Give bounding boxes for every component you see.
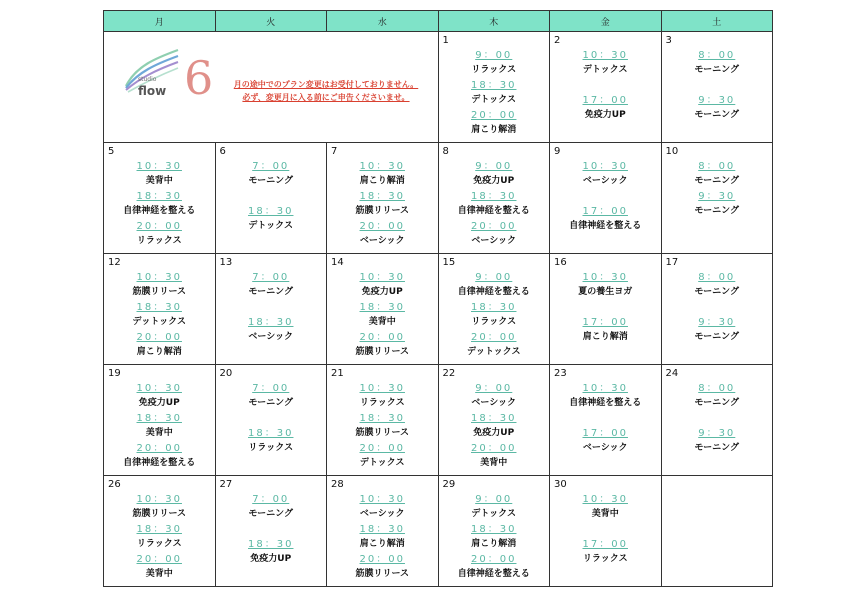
class-list [662, 381, 773, 456]
class-time-link[interactable]: 20：00 [136, 554, 182, 565]
day-number: 10 [665, 146, 679, 157]
class-name: モーニング [694, 65, 739, 75]
week-row [104, 476, 773, 587]
class-name: 免疫力UP [250, 554, 292, 564]
class-name: 美背中 [145, 428, 173, 438]
class-time-link[interactable]: 8：00 [698, 161, 736, 172]
class-name: モーニング [694, 110, 739, 120]
class-time-link[interactable]: 10：30 [582, 272, 628, 283]
day-number: 24 [665, 368, 679, 379]
class-list [216, 492, 327, 567]
class-name: 免疫力UP [473, 428, 515, 438]
class-time-link[interactable]: 17：00 [582, 539, 628, 550]
day-number: 30 [554, 479, 567, 490]
month-number: 6 [184, 51, 214, 105]
class-name: 免疫力UP [138, 398, 180, 408]
day-number: 19 [108, 368, 121, 379]
class-time-link[interactable]: 20：00 [471, 554, 517, 565]
class-list [550, 492, 661, 567]
class-name: リラックス [136, 236, 182, 246]
spacer [550, 300, 661, 315]
day-cell [327, 143, 439, 254]
day-cell [327, 476, 439, 587]
class-time-link[interactable]: 17：00 [582, 317, 628, 328]
day-number: 9 [554, 146, 561, 157]
class-name: リラックス [359, 398, 405, 408]
class-name: 自律神経を整える [457, 287, 530, 297]
weekday-thu: 木 [438, 11, 550, 32]
weekday-sat: 土 [661, 11, 773, 32]
class-list [550, 159, 661, 234]
month-header-cell [104, 32, 439, 143]
class-time-link[interactable]: 10：30 [359, 161, 405, 172]
class-list [439, 270, 550, 360]
day-number: 3 [665, 35, 672, 46]
class-time-link[interactable]: 20：00 [136, 443, 182, 454]
day-number: 27 [219, 479, 233, 490]
day-number: 21 [331, 368, 344, 379]
week-row [104, 365, 773, 476]
day-number: 6 [219, 146, 226, 157]
day-cell [661, 365, 773, 476]
class-name: リラックス [136, 539, 182, 549]
day-number: 22 [442, 368, 456, 379]
class-time-link[interactable]: 9：00 [475, 383, 513, 394]
class-name: モーニング [694, 287, 739, 297]
class-time-link[interactable]: 18：30 [248, 317, 294, 328]
class-time-link[interactable]: 8：00 [698, 50, 736, 61]
class-time-link[interactable]: 17：00 [582, 206, 628, 217]
class-name: 筋膜リリース [132, 287, 187, 297]
class-time-link[interactable]: 10：30 [136, 494, 182, 505]
class-time-link[interactable]: 9：00 [475, 50, 513, 61]
class-time-link[interactable]: 18：30 [471, 413, 517, 424]
day-cell [661, 476, 773, 587]
class-name: 筋膜リリース [355, 428, 410, 438]
class-time-link[interactable]: 18：30 [359, 524, 405, 535]
class-name: 自律神経を整える [123, 206, 196, 216]
class-time-link[interactable]: 10：30 [359, 494, 405, 505]
class-time-link[interactable]: 9：30 [698, 191, 736, 202]
day-cell [438, 365, 550, 476]
class-time-link[interactable]: 20：00 [136, 221, 182, 232]
plan-change-notice [220, 78, 432, 104]
class-list [104, 270, 215, 360]
class-time-link[interactable]: 17：00 [582, 95, 628, 106]
day-cell [215, 254, 327, 365]
class-name: 美背中 [145, 569, 173, 579]
class-name: 肩こり解消 [471, 125, 517, 135]
day-number: 29 [442, 479, 456, 490]
day-number: 15 [442, 257, 456, 268]
logo-main-text: flow [138, 84, 167, 98]
class-time-link[interactable]: 20：00 [359, 332, 405, 343]
class-time-link[interactable]: 20：00 [136, 332, 182, 343]
weekday-mon: 月 [104, 11, 216, 32]
day-cell [327, 254, 439, 365]
spacer [662, 300, 773, 315]
class-list [216, 159, 327, 234]
day-cell [438, 476, 550, 587]
day-cell [215, 365, 327, 476]
class-name: 自律神経を整える [457, 206, 530, 216]
class-name: デットックス [132, 317, 186, 327]
class-time-link[interactable]: 7：00 [252, 494, 290, 505]
spacer [216, 300, 327, 315]
class-name: 免疫力UP [584, 110, 626, 120]
class-name: デトックス [471, 509, 517, 519]
class-name: 美背中 [591, 509, 619, 519]
spacer [550, 78, 661, 93]
class-name: 肩こり解消 [471, 539, 517, 549]
spacer [662, 78, 773, 93]
class-name: リラックス [582, 554, 628, 564]
day-cell [104, 254, 216, 365]
class-time-link[interactable]: 8：00 [698, 383, 736, 394]
day-cell [550, 143, 662, 254]
day-cell [327, 365, 439, 476]
class-time-link[interactable]: 18：30 [136, 302, 182, 313]
day-cell [104, 143, 216, 254]
class-name: ベーシック [359, 509, 405, 519]
class-time-link[interactable]: 18：30 [248, 206, 294, 217]
class-list [662, 159, 773, 219]
class-name: モーニング [694, 332, 739, 342]
spacer [662, 411, 773, 426]
weekday-wed: 水 [327, 11, 439, 32]
class-time-link[interactable]: 10：30 [136, 161, 182, 172]
class-list [439, 159, 550, 249]
day-number: 8 [442, 146, 449, 157]
class-name: 免疫力UP [473, 176, 515, 186]
weekday-tue: 火 [215, 11, 327, 32]
class-name: 美背中 [145, 176, 173, 186]
day-cell [661, 254, 773, 365]
class-name: デトックス [471, 95, 517, 105]
class-name: モーニング [248, 176, 293, 186]
day-number: 12 [108, 257, 121, 268]
class-time-link[interactable]: 20：00 [359, 554, 405, 565]
day-number: 14 [331, 257, 344, 268]
class-time-link[interactable]: 9：00 [475, 272, 513, 283]
class-name: モーニング [694, 176, 739, 186]
class-time-link[interactable]: 7：00 [252, 383, 290, 394]
class-list [104, 492, 215, 582]
day-number: 26 [108, 479, 121, 490]
class-name: ベーシック [359, 236, 405, 246]
class-name: ベーシック [582, 443, 628, 453]
class-list [327, 159, 438, 249]
class-time-link[interactable]: 17：00 [582, 428, 628, 439]
class-name: ベーシック [471, 398, 517, 408]
class-time-link[interactable]: 20：00 [471, 110, 517, 121]
class-time-link[interactable]: 20：00 [359, 221, 405, 232]
spacer [550, 522, 661, 537]
week-row [104, 254, 773, 365]
class-name: モーニング [694, 206, 739, 216]
day-cell [215, 476, 327, 587]
class-name: 自律神経を整える [569, 398, 642, 408]
class-list [216, 381, 327, 456]
class-time-link[interactable]: 7：00 [252, 161, 290, 172]
spacer [216, 411, 327, 426]
class-time-link[interactable]: 10：30 [359, 272, 405, 283]
class-name: 免疫力UP [361, 287, 403, 297]
day-cell [550, 254, 662, 365]
class-time-link[interactable]: 10：30 [136, 272, 182, 283]
class-time-link[interactable]: 18：30 [471, 302, 517, 313]
day-cell [104, 476, 216, 587]
class-name: 肩こり解消 [582, 332, 628, 342]
class-time-link[interactable]: 18：30 [136, 191, 182, 202]
notice-line-1: 月の途中でのプラン変更はお受付しておりません。 [233, 80, 419, 89]
class-name: 美背中 [480, 458, 508, 468]
class-time-link[interactable]: 20：00 [359, 443, 405, 454]
day-number: 23 [554, 368, 567, 379]
class-time-link[interactable]: 9：00 [475, 494, 513, 505]
class-name: 肩こり解消 [136, 347, 182, 357]
spacer [216, 522, 327, 537]
class-list [327, 270, 438, 360]
day-number: 7 [331, 146, 338, 157]
class-time-link[interactable]: 9：30 [698, 428, 736, 439]
class-list [104, 381, 215, 471]
class-time-link[interactable]: 10：30 [136, 383, 182, 394]
class-list [550, 381, 661, 456]
day-number: 20 [219, 368, 233, 379]
class-list [439, 492, 550, 582]
class-name: モーニング [248, 287, 293, 297]
class-time-link[interactable]: 9：30 [698, 317, 736, 328]
spacer [550, 411, 661, 426]
class-time-link[interactable]: 18：30 [136, 413, 182, 424]
class-time-link[interactable]: 18：30 [471, 80, 517, 91]
day-number: 17 [665, 257, 679, 268]
class-time-link[interactable]: 10：30 [582, 383, 628, 394]
day-number: 16 [554, 257, 567, 268]
class-list [550, 48, 661, 123]
class-list [327, 381, 438, 471]
day-cell [104, 365, 216, 476]
class-name: 夏の養生ヨガ [578, 287, 633, 297]
class-list [216, 270, 327, 345]
class-time-link[interactable]: 10：30 [582, 161, 628, 172]
class-list [662, 270, 773, 345]
weekday-fri: 金 [550, 11, 662, 32]
class-time-link[interactable]: 8：00 [698, 272, 736, 283]
class-name: リラックス [471, 317, 517, 327]
class-list [327, 492, 438, 582]
week-row [104, 143, 773, 254]
class-time-link[interactable]: 7：00 [252, 272, 290, 283]
class-time-link[interactable]: 20：00 [471, 332, 517, 343]
day-cell [661, 32, 773, 143]
day-number: 5 [108, 146, 115, 157]
class-time-link[interactable]: 18：30 [248, 539, 294, 550]
class-name: ベーシック [582, 176, 628, 186]
class-name: モーニング [694, 443, 739, 453]
class-list [104, 159, 215, 249]
class-list [662, 48, 773, 123]
class-list [439, 48, 550, 138]
class-name: モーニング [694, 398, 739, 408]
class-time-link[interactable]: 18：30 [136, 524, 182, 535]
class-name: リラックス [471, 65, 517, 75]
schedule-calendar [103, 10, 773, 587]
class-name: モーニング [248, 398, 293, 408]
class-time-link[interactable]: 9：00 [475, 161, 513, 172]
day-cell [438, 32, 550, 143]
class-name: デトックス [582, 65, 628, 75]
day-number: 2 [554, 35, 561, 46]
class-name: ベーシック [471, 236, 517, 246]
class-time-link[interactable]: 18：30 [248, 428, 294, 439]
class-time-link[interactable]: 20：00 [471, 443, 517, 454]
class-time-link[interactable]: 18：30 [359, 191, 405, 202]
day-number: 1 [442, 35, 449, 46]
day-cell [550, 476, 662, 587]
day-cell [550, 32, 662, 143]
class-time-link[interactable]: 18：30 [359, 413, 405, 424]
class-name: デトックス [359, 458, 405, 468]
class-name: 自律神経を整える [569, 221, 642, 231]
spacer [216, 189, 327, 204]
class-name: 筋膜リリース [355, 347, 410, 357]
class-time-link[interactable]: 10：30 [359, 383, 405, 394]
class-name: 自律神経を整える [457, 569, 530, 579]
class-time-link[interactable]: 18：30 [471, 191, 517, 202]
notice-line-2: 必ず、変更月に入る前にご申告くださいませ。 [242, 93, 410, 102]
day-number: 28 [331, 479, 344, 490]
class-name: 肩こり解消 [359, 176, 405, 186]
day-cell [438, 254, 550, 365]
class-list [439, 381, 550, 471]
day-cell [438, 143, 550, 254]
class-list [550, 270, 661, 345]
class-name: デットックス [467, 347, 521, 357]
class-time-link[interactable]: 10：30 [582, 50, 628, 61]
weekday-header-row [104, 11, 773, 32]
class-time-link[interactable]: 10：30 [582, 494, 628, 505]
class-name: 筋膜リリース [355, 569, 410, 579]
class-time-link[interactable]: 9：30 [698, 95, 736, 106]
class-time-link[interactable]: 18：30 [359, 302, 405, 313]
class-name: 筋膜リリース [132, 509, 187, 519]
class-name: 筋膜リリース [355, 206, 410, 216]
class-time-link[interactable]: 20：00 [471, 221, 517, 232]
class-name: リラックス [248, 443, 294, 453]
class-name: 美背中 [368, 317, 396, 327]
logo-small-text: studio [138, 76, 157, 83]
day-number: 13 [219, 257, 233, 268]
class-name: 肩こり解消 [359, 539, 405, 549]
day-cell [661, 143, 773, 254]
week-row [104, 32, 773, 143]
spacer [550, 189, 661, 204]
class-name: 自律神経を整える [123, 458, 196, 468]
class-name: モーニング [248, 509, 293, 519]
class-time-link[interactable]: 18：30 [471, 524, 517, 535]
day-cell [215, 143, 327, 254]
class-name: デトックス [248, 221, 294, 231]
day-cell [550, 365, 662, 476]
class-name: ベーシック [248, 332, 294, 342]
